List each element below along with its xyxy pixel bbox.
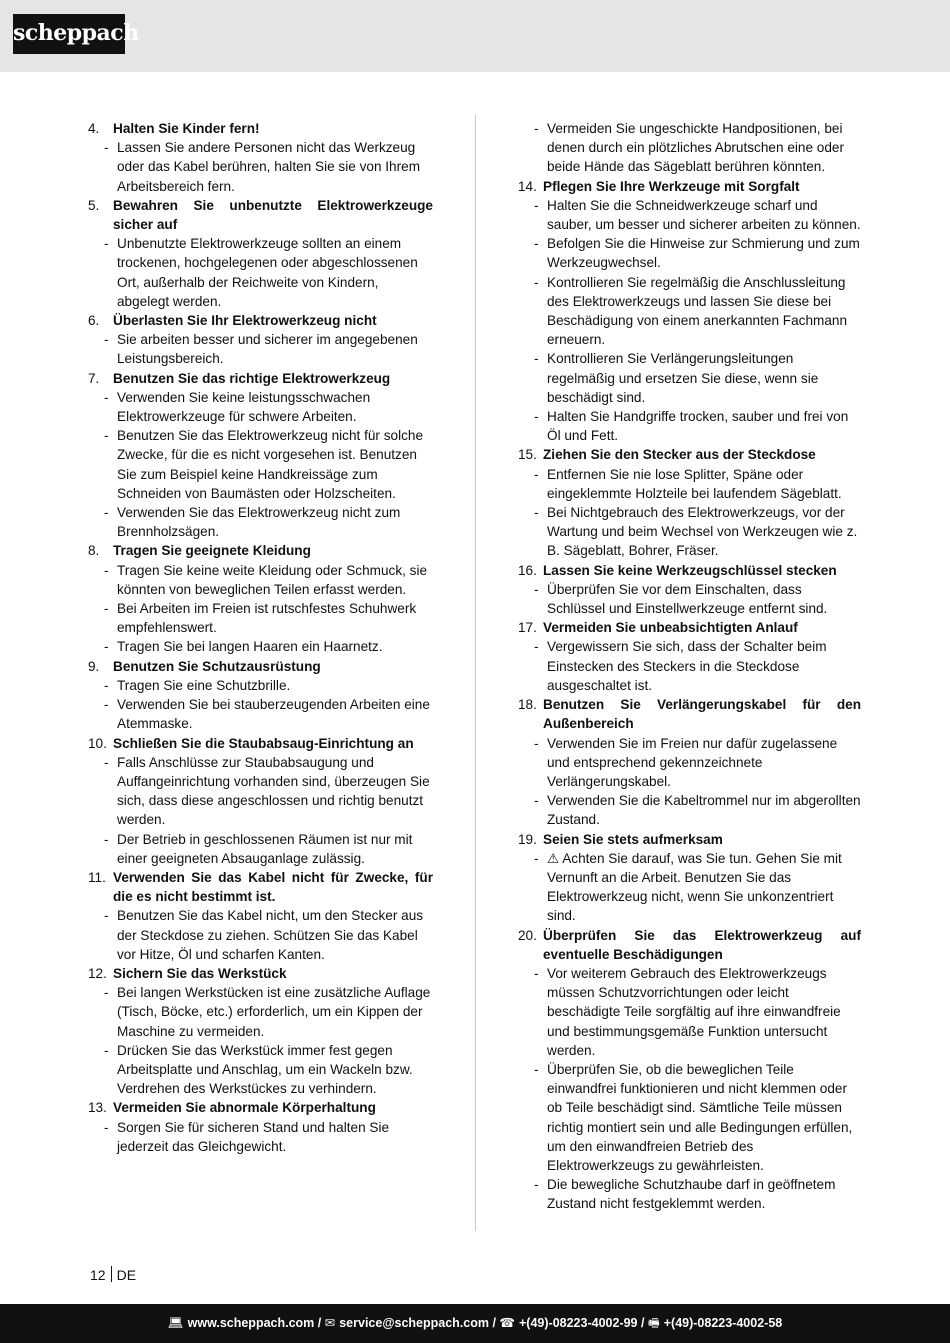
list-item <box>88 983 433 1041</box>
section-title: Ziehen Sie den Stecker aus der Steckdose <box>543 447 816 463</box>
list-item-text: Bei Nichtgebrauch des Elektrowerkzeugs, vor der Wartung und beim Wechsel von Werkzeugen wie z. B. Sägeblatt, Bohrer, Fräser. <box>547 505 858 559</box>
left-column <box>88 119 433 1156</box>
section-title: Benutzen Sie Schutzausrüstung <box>113 658 321 674</box>
list-item-text: Verwenden Sie die Kabeltrommel nur im abgerollten Zustand. <box>547 793 861 828</box>
list-item <box>518 734 861 792</box>
footer-email[interactable]: service@scheppach.com / <box>339 1316 496 1330</box>
bullet-dash: - <box>104 697 109 713</box>
bullet-dash: - <box>534 735 539 751</box>
list-item-text: Verwenden Sie das Elektrowerkzeug nicht zum Brennholzsägen. <box>117 505 401 540</box>
bullet-dash: - <box>104 562 109 578</box>
section-number: 9. <box>88 658 100 674</box>
list-item-text: Halten Sie die Schneidwerkzeuge scharf und sauber, um besser und sicherer arbeiten zu können. <box>547 197 861 233</box>
safety-section <box>518 618 861 695</box>
bullet-dash: - <box>104 831 109 847</box>
bullet-dash: - <box>104 754 109 770</box>
safety-section <box>518 561 861 619</box>
section-heading <box>88 119 433 138</box>
list-item-text: Kontrollieren Sie Verlängerungsleitungen regelmäßig und ersetzen Sie diese, wenn sie beschädigt sind. <box>547 351 819 405</box>
section-number: 20. <box>518 927 537 943</box>
bullet-dash: - <box>104 140 109 156</box>
footer-phone: +(49)-08223-4002-99 / <box>519 1316 645 1330</box>
list-item <box>518 1175 861 1213</box>
footer-bar <box>0 1304 950 1343</box>
section-title: Benutzen Sie das richtige Elektrowerkzeug <box>113 370 391 386</box>
section-heading <box>88 734 433 753</box>
list-item <box>88 426 433 503</box>
section-heading <box>88 196 433 234</box>
list-item <box>518 273 861 350</box>
list-item <box>88 637 433 656</box>
bullet-dash: - <box>534 793 539 809</box>
section-title: Überprüfen Sie das Elektrowerkzeug auf eventuelle Beschädigungen <box>543 927 861 962</box>
safety-section <box>88 541 433 656</box>
bullet-dash: - <box>104 332 109 348</box>
section-heading <box>518 445 861 464</box>
bullet-dash: - <box>104 677 109 693</box>
section-title: Überlasten Sie Ihr Elektrowerkzeug nicht <box>113 313 377 329</box>
list-item <box>88 234 433 311</box>
list-item <box>518 964 861 1060</box>
page-separator <box>111 1266 112 1282</box>
list-item <box>518 465 861 503</box>
list-item-text: Überprüfen Sie vor dem Einschalten, dass Schlüssel und Einstellwerkzeuge entfernt sind. <box>547 581 828 617</box>
page-number: 12 <box>90 1267 106 1283</box>
safety-section <box>518 445 861 560</box>
list-item <box>88 676 433 695</box>
list-item <box>88 906 433 964</box>
section-number: 11. <box>88 869 106 885</box>
list-item-text: Befolgen Sie die Hinweise zur Schmierung und zum Werkzeugwechsel. <box>547 236 860 271</box>
list-item <box>88 138 433 196</box>
footer-website[interactable]: www.scheppach.com / <box>187 1316 322 1330</box>
bullet-dash: - <box>534 197 539 213</box>
section-title: Vermeiden Sie unbeabsichtigten Anlauf <box>543 620 798 636</box>
safety-section <box>88 657 433 734</box>
section-number: 10. <box>88 735 107 751</box>
list-item-text: Benutzen Sie das Kabel nicht, um den Stecker aus der Steckdose zu ziehen. Schützen Sie das Kabel vor Hitze, Öl und scharfen Kanten. <box>117 908 424 962</box>
list-item <box>88 753 433 830</box>
safety-section <box>88 1098 433 1156</box>
section-heading <box>88 657 433 676</box>
footer-fax: +(49)-08223-4002-58 <box>663 1316 783 1330</box>
bullet-dash: - <box>534 466 539 482</box>
bullet-dash: - <box>534 236 539 252</box>
section-title: Sichern Sie das Werkstück <box>113 965 287 981</box>
list-item <box>518 849 861 926</box>
list-item-text: Vermeiden Sie ungeschickte Handpositionen, bei denen durch ein plötzliches Abrutschen eine oder beide Hände das Sägeblatt berühren könnten. <box>547 121 844 175</box>
list-item <box>518 119 861 177</box>
list-item <box>88 388 433 426</box>
list-item-text: Falls Anschlüsse zur Staubabsaugung und Auffangeinrichtung vorhanden sind, überzeugen Sie sich, dass diese angeschlossen und richtig benutzt werden. <box>117 754 430 828</box>
safety-section <box>88 119 433 196</box>
section-title: Vermeiden Sie abnormale Körperhaltung <box>113 1100 376 1116</box>
list-item <box>88 830 433 868</box>
list-item <box>518 1060 861 1175</box>
bullet-dash: - <box>534 505 539 521</box>
section-title: Tragen Sie geeignete Kleidung <box>113 543 311 559</box>
list-item <box>88 330 433 368</box>
bullet-dash: - <box>534 409 539 425</box>
bullet-dash: - <box>534 121 539 136</box>
safety-section <box>518 695 861 829</box>
safety-section <box>518 830 861 926</box>
column-divider <box>475 115 476 1231</box>
safety-section <box>88 311 433 369</box>
header-bar <box>0 0 950 72</box>
mail-icon: ✉ <box>324 1316 336 1330</box>
list-item <box>88 695 433 733</box>
section-number: 7. <box>88 370 100 386</box>
list-item <box>518 503 861 561</box>
fax-icon: 🖷︎ <box>647 1316 660 1330</box>
bullet-dash: - <box>534 965 539 981</box>
list-item-text: Bei Arbeiten im Freien ist rutschfestes Schuhwerk empfehlenswert. <box>117 601 417 636</box>
list-item-text: Bei langen Werkstücken ist eine zusätzliche Auflage (Tisch, Böcke, etc.) erforderlich, um ein Kippen der Maschine zu vermeiden. <box>117 985 431 1039</box>
bullet-dash: - <box>104 1042 109 1058</box>
bullet-dash: - <box>104 428 109 444</box>
list-item-text: Entfernen Sie nie lose Splitter, Späne oder eingeklemmte Holzteile bei laufendem Sägeblatt. <box>547 466 842 501</box>
list-item-text: ⚠ Achten Sie darauf, was Sie tun. Gehen Sie mit Vernunft an die Arbeit. Benutzen Sie das Elektrowerkzeug nicht, wenn Sie unkonzentriert sind. <box>547 850 842 924</box>
list-item <box>518 637 861 695</box>
list-item-text: Verwenden Sie bei stauberzeugenden Arbeiten eine Atemmaske. <box>117 697 430 732</box>
section-title: Verwenden Sie das Kabel nicht für Zwecke, für die es nicht bestimmt ist. <box>113 869 433 905</box>
list-item <box>88 1118 433 1156</box>
section-heading <box>518 830 861 849</box>
safety-section <box>88 734 433 868</box>
section-number: 5. <box>88 197 100 213</box>
bullet-dash: - <box>104 236 109 252</box>
bullet-dash: - <box>104 505 109 521</box>
list-item-text: Verwenden Sie im Freien nur dafür zugelassene und entsprechend gekennzeichnete Verlängerungskabel. <box>547 735 838 789</box>
section-heading <box>88 311 433 330</box>
list-item <box>88 561 433 599</box>
safety-section <box>88 964 433 1098</box>
list-item <box>518 234 861 272</box>
section-number: 16. <box>518 562 537 578</box>
bullet-dash: - <box>534 850 539 866</box>
section-number: 14. <box>518 178 537 194</box>
section-title: Seien Sie stets aufmerksam <box>543 831 723 847</box>
list-item-text: Überprüfen Sie, ob die beweglichen Teile einwandfrei funktionieren und nicht klemmen oder ob Teile beschädigt sind. Sämtliche Teile müssen richtig montiert sein und alle Bedingungen erfüllen, um den einwandfreien Betrieb des Elektrowerkzeugs zu gewährleisten. <box>547 1061 853 1173</box>
list-item <box>88 599 433 637</box>
list-item-text: Vor weiterem Gebrauch des Elektrowerkzeugs müssen Schutzvorrichtungen oder leicht beschädigte Teile sorgfältig auf ihre einwandfreie und bestimmungsgemäße Funktion untersucht werden. <box>547 965 841 1058</box>
section-number: 13. <box>88 1100 107 1116</box>
bullet-dash: - <box>104 389 109 405</box>
bullet-dash: - <box>534 581 539 597</box>
safety-section <box>88 868 433 964</box>
list-item-text: Kontrollieren Sie regelmäßig die Anschlussleitung des Elektrowerkzeugs und lassen Sie diese bei Beschädigung von einem anerkannten Fachmann erneuern. <box>547 274 848 348</box>
bullet-dash: - <box>534 351 539 367</box>
safety-section <box>518 926 861 1214</box>
list-item-text: Tragen Sie keine weite Kleidung oder Schmuck, sie könnten von beweglichen Teilen erfasst werden. <box>117 562 428 597</box>
page-indicator <box>90 1266 136 1283</box>
safety-section <box>88 369 433 542</box>
phone-icon: ☎ <box>499 1316 515 1330</box>
section-heading <box>88 541 433 560</box>
list-item <box>518 349 861 407</box>
section-heading <box>88 369 433 388</box>
section-title: Benutzen Sie Verlängerungskabel für den Außenbereich <box>543 697 861 732</box>
section-number: 17. <box>518 620 537 636</box>
safety-section <box>518 119 861 177</box>
list-item <box>88 1041 433 1099</box>
list-item-text: Der Betrieb in geschlossenen Räumen ist nur mit einer geeigneten Absauganlage zulässig. <box>117 831 413 866</box>
bullet-dash: - <box>534 274 539 290</box>
section-number: 8. <box>88 543 100 559</box>
list-item-text: Halten Sie Handgriffe trocken, sauber und frei von Öl und Fett. <box>547 409 849 444</box>
list-item-text: Die bewegliche Schutzhaube darf in geöffnetem Zustand nicht festgeklemmt werden. <box>547 1177 836 1212</box>
section-heading <box>518 618 861 637</box>
section-title: Lassen Sie keine Werkzeugschlüssel stecken <box>543 562 837 578</box>
list-item <box>88 503 433 541</box>
section-heading <box>518 926 861 964</box>
section-number: 12. <box>88 965 107 981</box>
section-title: Halten Sie Kinder fern! <box>113 121 260 136</box>
bullet-dash: - <box>534 1177 539 1193</box>
section-heading <box>88 964 433 983</box>
section-heading <box>518 177 861 196</box>
list-item-text: Drücken Sie das Werkstück immer fest gegen Arbeitsplatte und Anschlag, um ein Wackeln bzw. Verdrehen des Werkstückes zu verhindern. <box>117 1042 413 1097</box>
list-item-text: Tragen Sie bei langen Haaren ein Haarnetz. <box>117 639 383 655</box>
section-number: 18. <box>518 697 537 713</box>
section-heading <box>518 695 861 733</box>
right-column <box>518 119 861 1214</box>
list-item <box>518 407 861 445</box>
section-heading <box>88 868 433 906</box>
safety-section <box>518 177 861 446</box>
section-title: Bewahren Sie unbenutzte Elektrowerkzeuge sicher auf <box>113 197 433 233</box>
section-number: 6. <box>88 313 100 329</box>
list-item-text: Unbenutzte Elektrowerkzeuge sollten an einem trockenen, hochgelegenen oder abgeschlossenen Ort, außerhalb der Reichweite von Kindern, abgelegt werden. <box>117 236 418 309</box>
list-item <box>518 196 861 234</box>
section-number: 19. <box>518 831 537 847</box>
language-code: DE <box>116 1267 137 1283</box>
list-item-text: Verwenden Sie keine leistungsschwachen Elektrowerkzeuge für schwere Arbeiten. <box>117 389 371 425</box>
section-heading <box>518 561 861 580</box>
bullet-dash: - <box>104 1119 109 1135</box>
computer-icon: 💻︎ <box>167 1316 184 1330</box>
bullet-dash: - <box>104 985 109 1001</box>
section-number: 15. <box>518 447 537 463</box>
section-heading <box>88 1098 433 1117</box>
bullet-dash: - <box>104 601 109 617</box>
bullet-dash: - <box>534 639 539 655</box>
list-item-text: Lassen Sie andere Personen nicht das Werkzeug oder das Kabel berühren, halten Sie sie von Ihrem Arbeitsbereich fern. <box>117 140 421 194</box>
list-item <box>518 791 861 829</box>
list-item-text: Vergewissern Sie sich, dass der Schalter beim Einstecken des Steckers in die Steckdose ausgeschaltet ist. <box>547 639 827 693</box>
list-item-text: Benutzen Sie das Elektrowerkzeug nicht für solche Zwecke, für die es nicht vorgesehen ist. Benutzen Sie zum Beispiel keine Handkreissäge zum Schneiden von Baumästen oder Holzscheiten. <box>117 428 424 501</box>
section-title: Schließen Sie die Staubabsaug-Einrichtung an <box>113 735 414 751</box>
list-item-text: Sie arbeiten besser und sicherer im angegebenen Leistungsbereich. <box>117 332 418 367</box>
section-title: Pflegen Sie Ihre Werkzeuge mit Sorgfalt <box>543 178 800 194</box>
bullet-dash: - <box>534 1061 539 1077</box>
list-item-text: Sorgen Sie für sicheren Stand und halten Sie jederzeit das Gleichgewicht. <box>117 1119 390 1154</box>
list-item-text: Tragen Sie eine Schutzbrille. <box>117 677 291 693</box>
list-item <box>518 580 861 618</box>
section-number: 4. <box>88 121 100 136</box>
safety-section <box>88 196 433 311</box>
bullet-dash: - <box>104 908 109 924</box>
scheppach-logo: scheppach <box>13 14 125 54</box>
bullet-dash: - <box>104 639 109 655</box>
